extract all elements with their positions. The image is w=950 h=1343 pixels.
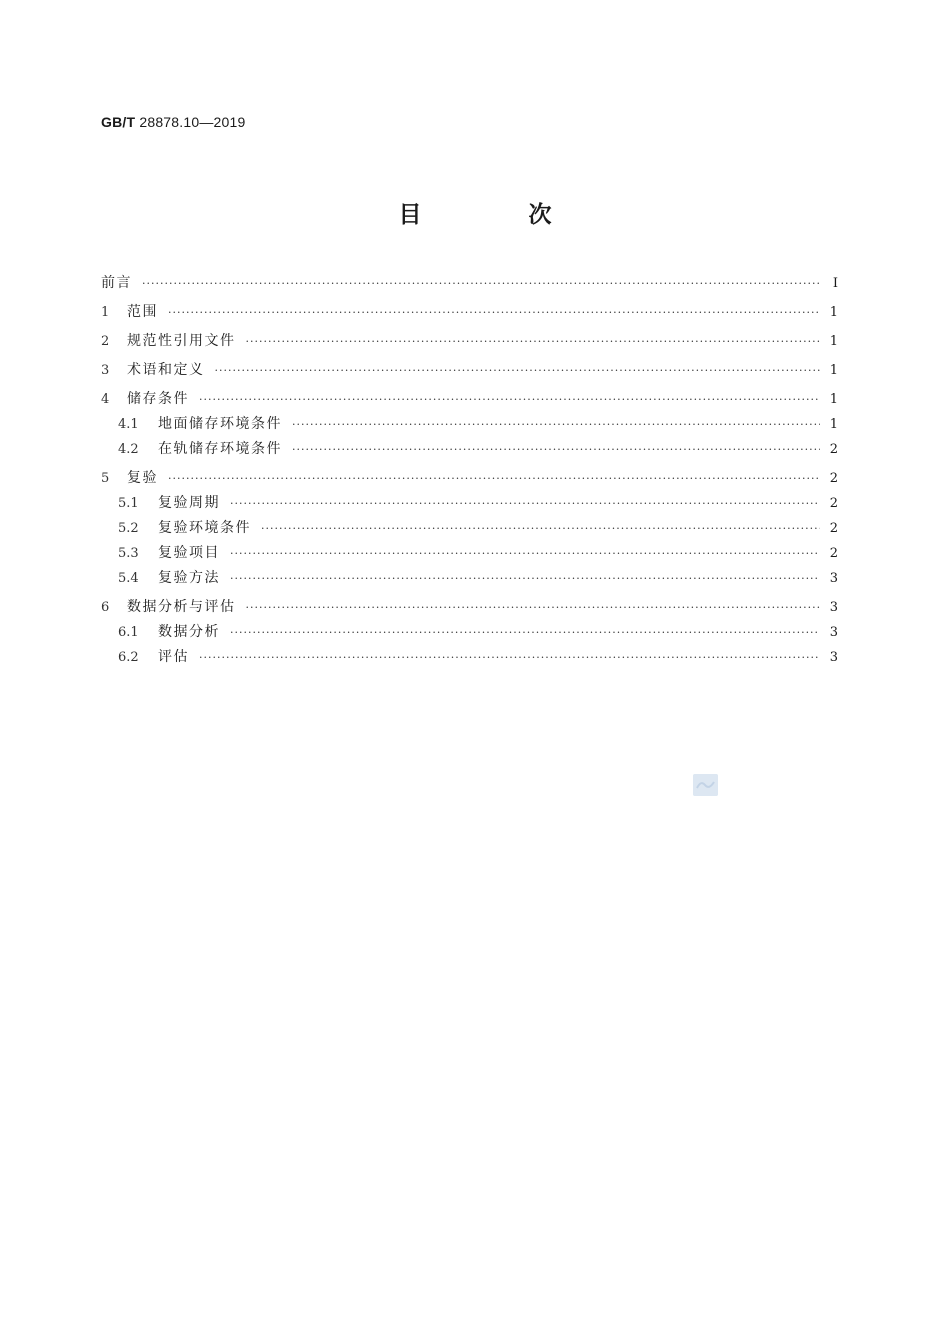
toc-leader-dots: [292, 412, 820, 437]
toc-entry[interactable]: [101, 541, 838, 566]
toc-entry-number: 5.4: [118, 571, 139, 586]
toc-leader-dots: [168, 466, 820, 491]
toc-entry[interactable]: [101, 358, 838, 383]
toc-leader-dots: [246, 329, 821, 354]
toc-entry-page: 2: [829, 546, 838, 561]
toc-entry-label: 复验: [127, 470, 158, 486]
standard-number: 28878.10—2019: [139, 114, 246, 130]
standard-prefix: GB/T: [101, 114, 136, 130]
toc-leader-dots: [199, 387, 820, 412]
toc-entry-label: 数据分析与评估: [127, 599, 236, 615]
standard-code: [101, 114, 245, 130]
toc-entry-label: 评估: [158, 649, 189, 665]
toc-leader-dots: [246, 595, 821, 620]
toc-entry[interactable]: [101, 387, 838, 412]
toc-entry-label: 前言: [101, 275, 132, 291]
toc-entry-page: Ⅰ: [832, 276, 838, 291]
toc-entry[interactable]: [101, 645, 838, 670]
toc-leader-dots: [292, 437, 820, 462]
toc-entry-number: 6.2: [118, 650, 139, 665]
toc-entry-label: 复验周期: [158, 495, 220, 511]
toc-entry-page: 1: [829, 334, 838, 349]
toc-entry-page: 3: [829, 625, 838, 640]
toc-entry-page: 2: [829, 521, 838, 536]
toc-leader-dots: [230, 491, 820, 516]
toc-leader-dots: [261, 516, 820, 541]
toc-entry-number: 5.1: [118, 496, 139, 511]
toc-entry-number: 6.1: [118, 625, 139, 640]
toc-entry-page: 2: [829, 496, 838, 511]
toc-leader-dots: [230, 566, 820, 591]
toc-entry[interactable]: [101, 516, 838, 541]
toc-leader-dots: [142, 271, 820, 296]
toc-entry-number: 1: [101, 305, 110, 320]
toc-leader-dots: [168, 300, 820, 325]
toc-entry-label: 在轨储存环境条件: [158, 441, 282, 457]
toc-entry-page: 3: [829, 600, 838, 615]
toc-entry-label: 复验项目: [158, 545, 220, 561]
toc-leader-dots: [215, 358, 821, 383]
toc-entry-page: 3: [829, 650, 838, 665]
toc-entry-page: 1: [829, 363, 838, 378]
toc-entry-label: 范围: [127, 304, 158, 320]
toc-entry-page: 1: [829, 305, 838, 320]
toc-entry-number: 2: [101, 334, 110, 349]
toc-entry-label: 复验方法: [158, 570, 220, 586]
toc-entry[interactable]: [101, 620, 838, 645]
toc-entry-number: 3: [101, 363, 110, 378]
toc-entry-label: 规范性引用文件: [127, 333, 236, 349]
toc-entry[interactable]: [101, 491, 838, 516]
toc-entry-page: 1: [829, 392, 838, 407]
toc-entry[interactable]: [101, 271, 838, 296]
table-of-contents: [101, 271, 838, 670]
toc-entry-label: 术语和定义: [127, 362, 205, 378]
toc-leader-dots: [199, 645, 820, 670]
toc-entry-number: 4.2: [118, 442, 139, 457]
toc-entry[interactable]: [101, 595, 838, 620]
toc-entry-number: 5: [101, 471, 110, 486]
toc-entry-page: 2: [829, 442, 838, 457]
sac-logo-icon: [693, 774, 718, 796]
toc-entry-page: 1: [829, 417, 838, 432]
toc-entry[interactable]: [101, 437, 838, 462]
toc-leader-dots: [230, 620, 820, 645]
toc-entry[interactable]: [101, 412, 838, 437]
toc-entry-label: 数据分析: [158, 624, 220, 640]
toc-entry-number: 4: [101, 392, 110, 407]
toc-entry[interactable]: [101, 300, 838, 325]
toc-entry-page: 3: [829, 571, 838, 586]
toc-title: 目 次: [398, 202, 594, 228]
toc-leader-dots: [230, 541, 820, 566]
toc-entry-number: 4.1: [118, 417, 139, 432]
toc-entry-number: 5.2: [118, 521, 139, 536]
toc-entry[interactable]: [101, 329, 838, 354]
toc-entry-number: 5.3: [118, 546, 139, 561]
toc-entry-label: 储存条件: [127, 391, 189, 407]
toc-entry[interactable]: [101, 566, 838, 591]
toc-entry-page: 2: [829, 471, 838, 486]
toc-entry-label: 复验环境条件: [158, 520, 251, 536]
toc-entry-number: 6: [101, 600, 110, 615]
toc-entry-label: 地面储存环境条件: [158, 416, 282, 432]
toc-entry[interactable]: [101, 466, 838, 491]
